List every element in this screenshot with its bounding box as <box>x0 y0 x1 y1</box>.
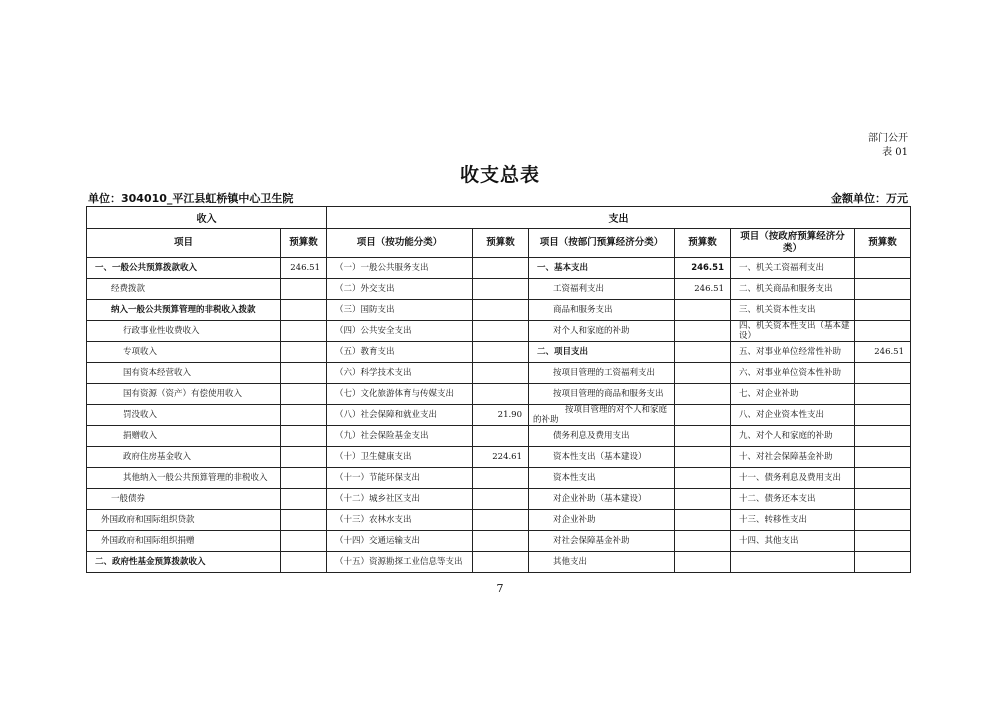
table-cell: （七）文化旅游体育与传媒支出 <box>327 384 473 405</box>
table-cell: 十四、其他支出 <box>731 531 855 552</box>
table-cell <box>281 426 327 447</box>
table-cell <box>675 510 731 531</box>
table-row <box>87 258 911 279</box>
table-cell: （十三）农林水支出 <box>327 510 473 531</box>
table-cell: 资本性支出 <box>529 468 675 489</box>
table-cell: 六、对事业单位资本性补助 <box>731 363 855 384</box>
table-row <box>87 321 911 342</box>
table-cell: 按项目管理的工资福利支出 <box>529 363 675 384</box>
table-cell: 一、一般公共预算拨款收入 <box>87 258 281 279</box>
table-cell: 对个人和家庭的补助 <box>529 321 675 342</box>
table-cell <box>675 426 731 447</box>
table-cell <box>281 405 327 426</box>
table-cell: 七、对企业补助 <box>731 384 855 405</box>
table-cell <box>473 489 529 510</box>
table-cell: 八、对企业资本性支出 <box>731 405 855 426</box>
table-cell: 对企业补助 <box>529 510 675 531</box>
table-cell: 十二、债务还本支出 <box>731 489 855 510</box>
page-title: 收支总表 <box>459 164 540 186</box>
table-cell <box>855 552 911 573</box>
public-label: 部门公开 <box>868 133 908 144</box>
table-cell <box>675 447 731 468</box>
page-number: 7 <box>496 582 504 595</box>
table-cell <box>675 321 731 342</box>
table-cell <box>675 384 731 405</box>
table-cell: 246.51 <box>855 342 911 363</box>
table-cell: 四、机关资本性支出（基本建设） <box>731 321 855 342</box>
table-cell: 工资福利支出 <box>529 279 675 300</box>
table-cell: 246.51 <box>675 279 731 300</box>
table-cell <box>855 300 911 321</box>
table-cell <box>473 468 529 489</box>
table-cell: 224.61 <box>473 447 529 468</box>
table-cell <box>473 510 529 531</box>
table-cell <box>855 384 911 405</box>
table-cell: 246.51 <box>675 258 731 279</box>
table-row <box>87 510 911 531</box>
table-row <box>87 447 911 468</box>
table-row <box>87 531 911 552</box>
table-cell <box>675 405 731 426</box>
table-cell: 经费拨款 <box>87 279 281 300</box>
table-cell <box>473 342 529 363</box>
table-cell: 21.90 <box>473 405 529 426</box>
table-cell <box>675 468 731 489</box>
table-cell: 国有资源（资产）有偿使用收入 <box>87 384 281 405</box>
table-row <box>87 426 911 447</box>
table-cell <box>281 321 327 342</box>
table-cell <box>675 531 731 552</box>
table-cell <box>855 447 911 468</box>
unit-label: 单位：304010_平江县虹桥镇中心卫生院 <box>88 192 294 205</box>
table-cell: 二、政府性基金预算拨款收入 <box>87 552 281 573</box>
table-row <box>87 552 911 573</box>
table-cell <box>281 300 327 321</box>
table-cell <box>473 321 529 342</box>
column-header: 项目（按政府预算经济分类） <box>731 229 855 258</box>
table-cell: 债务利息及费用支出 <box>529 426 675 447</box>
table-number: 表 01 <box>882 147 908 158</box>
table-cell <box>281 531 327 552</box>
table-cell: （二）外交支出 <box>327 279 473 300</box>
table-row <box>87 489 911 510</box>
table-cell: 其他支出 <box>529 552 675 573</box>
table-cell: （十二）城乡社区支出 <box>327 489 473 510</box>
table-row <box>87 300 911 321</box>
table-cell: 十三、转移性支出 <box>731 510 855 531</box>
table-cell <box>473 300 529 321</box>
table-cell <box>281 468 327 489</box>
table-cell: 二、项目支出 <box>529 342 675 363</box>
table-cell <box>473 426 529 447</box>
table-cell <box>281 342 327 363</box>
table-cell <box>731 552 855 573</box>
table-cell <box>473 552 529 573</box>
column-header: 项目（按功能分类） <box>327 229 473 258</box>
table-cell <box>473 531 529 552</box>
table-cell: （八）社会保障和就业支出 <box>327 405 473 426</box>
table-cell <box>675 552 731 573</box>
table-cell: （九）社会保险基金支出 <box>327 426 473 447</box>
table-row <box>87 363 911 384</box>
table-cell <box>855 489 911 510</box>
column-header: 预算数 <box>675 229 731 258</box>
table-cell: （四）公共安全支出 <box>327 321 473 342</box>
table-cell <box>675 489 731 510</box>
table-row <box>87 279 911 300</box>
table-cell: 纳入一般公共预算管理的非税收入拨款 <box>87 300 281 321</box>
column-header: 预算数 <box>855 229 911 258</box>
table-cell <box>855 531 911 552</box>
table-cell: （十五）资源勘探工业信息等支出 <box>327 552 473 573</box>
table-cell <box>855 363 911 384</box>
table-cell: （十）卫生健康支出 <box>327 447 473 468</box>
table-cell <box>473 258 529 279</box>
table-cell: （一）一般公共服务支出 <box>327 258 473 279</box>
table-cell: （六）科学技术支出 <box>327 363 473 384</box>
table-cell <box>855 321 911 342</box>
table-cell <box>281 552 327 573</box>
table-cell <box>281 279 327 300</box>
table-cell: 按项目管理的对个人和家庭的补助 <box>529 405 675 426</box>
expense-group-header: 支出 <box>327 207 911 229</box>
table-cell: 一、基本支出 <box>529 258 675 279</box>
column-header: 项目 <box>87 229 281 258</box>
table-cell: 行政事业性收费收入 <box>87 321 281 342</box>
table-cell: 按项目管理的商品和服务支出 <box>529 384 675 405</box>
table-cell: 十、对社会保障基金补助 <box>731 447 855 468</box>
table-row <box>87 405 911 426</box>
income-group-header: 收入 <box>87 207 327 229</box>
table-cell <box>473 279 529 300</box>
table-cell <box>855 468 911 489</box>
table-cell: 商品和服务支出 <box>529 300 675 321</box>
table-cell: 罚没收入 <box>87 405 281 426</box>
table-cell: （十四）交通运输支出 <box>327 531 473 552</box>
table-cell: 对社会保障基金补助 <box>529 531 675 552</box>
table-cell <box>281 363 327 384</box>
table-cell <box>855 279 911 300</box>
table-cell: 五、对事业单位经常性补助 <box>731 342 855 363</box>
table-row <box>87 384 911 405</box>
table-cell <box>855 258 911 279</box>
table-cell <box>855 426 911 447</box>
table-row <box>87 468 911 489</box>
table-cell: 一、机关工资福利支出 <box>731 258 855 279</box>
table-cell <box>675 342 731 363</box>
table-cell <box>675 363 731 384</box>
table-cell: 外国政府和国际组织捐赠 <box>87 531 281 552</box>
table-cell: （五）教育支出 <box>327 342 473 363</box>
table-cell <box>473 384 529 405</box>
table-cell: 捐赠收入 <box>87 426 281 447</box>
table-cell <box>855 510 911 531</box>
table-cell: （三）国防支出 <box>327 300 473 321</box>
table-cell: 九、对个人和家庭的补助 <box>731 426 855 447</box>
document-corner-label <box>868 132 908 160</box>
table-cell: 专项收入 <box>87 342 281 363</box>
table-cell: 资本性支出（基本建设） <box>529 447 675 468</box>
table-cell <box>675 300 731 321</box>
budget-table <box>86 206 911 573</box>
table-cell: 其他纳入一般公共预算管理的非税收入 <box>87 468 281 489</box>
table-cell: 246.51 <box>281 258 327 279</box>
table-cell: 外国政府和国际组织贷款 <box>87 510 281 531</box>
amount-unit-label: 金额单位：万元 <box>831 192 908 205</box>
table-cell: 国有资本经营收入 <box>87 363 281 384</box>
table-cell: 对企业补助（基本建设） <box>529 489 675 510</box>
column-header: 预算数 <box>473 229 529 258</box>
column-header: 预算数 <box>281 229 327 258</box>
table-cell <box>281 489 327 510</box>
table-cell: 三、机关资本性支出 <box>731 300 855 321</box>
table-cell <box>281 510 327 531</box>
table-cell <box>473 363 529 384</box>
table-cell <box>281 384 327 405</box>
table-row <box>87 342 911 363</box>
table-cell: 十一、债务利息及费用支出 <box>731 468 855 489</box>
column-header: 项目（按部门预算经济分类） <box>529 229 675 258</box>
table-cell: （十一）节能环保支出 <box>327 468 473 489</box>
table-cell: 二、机关商品和服务支出 <box>731 279 855 300</box>
table-cell: 政府住房基金收入 <box>87 447 281 468</box>
table-cell <box>281 447 327 468</box>
table-cell: 一般债券 <box>87 489 281 510</box>
table-cell <box>855 405 911 426</box>
